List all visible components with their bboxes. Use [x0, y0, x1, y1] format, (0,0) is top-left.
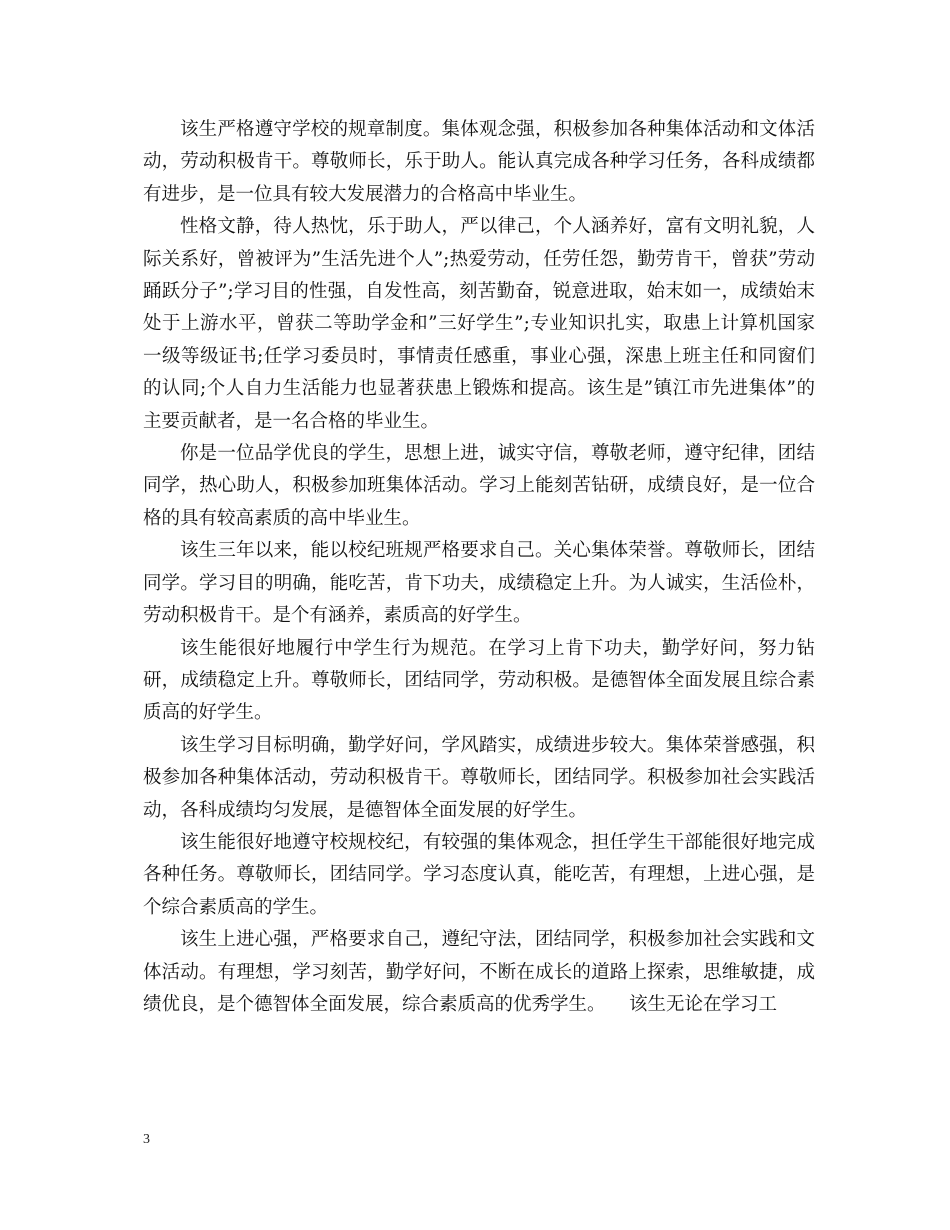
paragraph: 性格文静，待人热忱，乐于助人，严以律己，个人涵养好，富有文明礼貌，人际关系好，曾被评为”生活先进个人”;热爱劳动，任劳任怨，勤劳肯干，曾获”劳动踊跃分子”;学习目的性强，自发性高，刻苦勤奋，锐意进取，始末如一，成绩始末处于上游水平，曾获二等助学金和”三好学生”;专业知识扎实，取患上计算机国家一级等级证书;任学习委员时，事情责任感重，事业心强，深患上班主任和同窗们的认同;个人自力生活能力也显著获患上锻炼和提高。该生是”镇江市先进集体”的主要贡献者，是一名合格的毕业生。	[143, 216, 815, 432]
paragraph: 该生三年以来，能以校纪班规严格要求自己。关心集体荣誉。尊敬师长，团结同学。学习目的明确，能吃苦，肯下功夫，成绩稳定上升。为人诚实，生活俭朴，劳动积极肯干。是个有涵养，素质高的好学生。	[143, 540, 815, 627]
paragraph: 该生能很好地遵守校规校纪，有较强的集体观念，担任学生干部能很好地完成各种任务。尊敬师长，团结同学。学习态度认真，能吃苦，有理想，上进心强，是个综合素质高的学生。	[143, 831, 815, 918]
paragraph: 该生能很好地履行中学生行为规范。在学习上肯下功夫，勤学好问，努力钻研，成绩稳定上升。尊敬师长，团结同学，劳动积极。是德智体全面发展且综合素质高的好学生。	[143, 637, 815, 724]
paragraph: 该生严格遵守学校的规章制度。集体观念强，积极参加各种集体活动和文体活动，劳动积极肯干。尊敬师长，乐于助人。能认真完成各种学习任务，各科成绩都有进步，是一位具有较大发展潜力的合格高中毕业生。	[143, 119, 815, 205]
document-body	[143, 114, 815, 1021]
page-number: 3	[143, 1132, 150, 1147]
paragraph: 你是一位品学优良的学生，思想上进，诚实守信，尊敬老师，遵守纪律，团结同学，热心助人，积极参加班集体活动。学习上能刻苦钻研，成绩良好，是一位合格的具有较高素质的高中毕业生。	[143, 443, 815, 529]
paragraph: 该生上进心强，严格要求自己，遵纪守法，团结同学，积极参加社会实践和文体活动。有理想，学习刻苦，勤学好问，不断在成长的道路上探索，思维敏捷，成绩优良，是个德智体全面发展，综合素质高的优秀学生。 该生无论在学习工	[143, 929, 815, 1015]
paragraph: 该生学习目标明确，勤学好问，学风踏实，成绩进步较大。集体荣誉感强，积极参加各种集体活动，劳动积极肯干。尊敬师长，团结同学。积极参加社会实践活动，各科成绩均匀发展，是德智体全面发展的好学生。	[143, 734, 815, 821]
